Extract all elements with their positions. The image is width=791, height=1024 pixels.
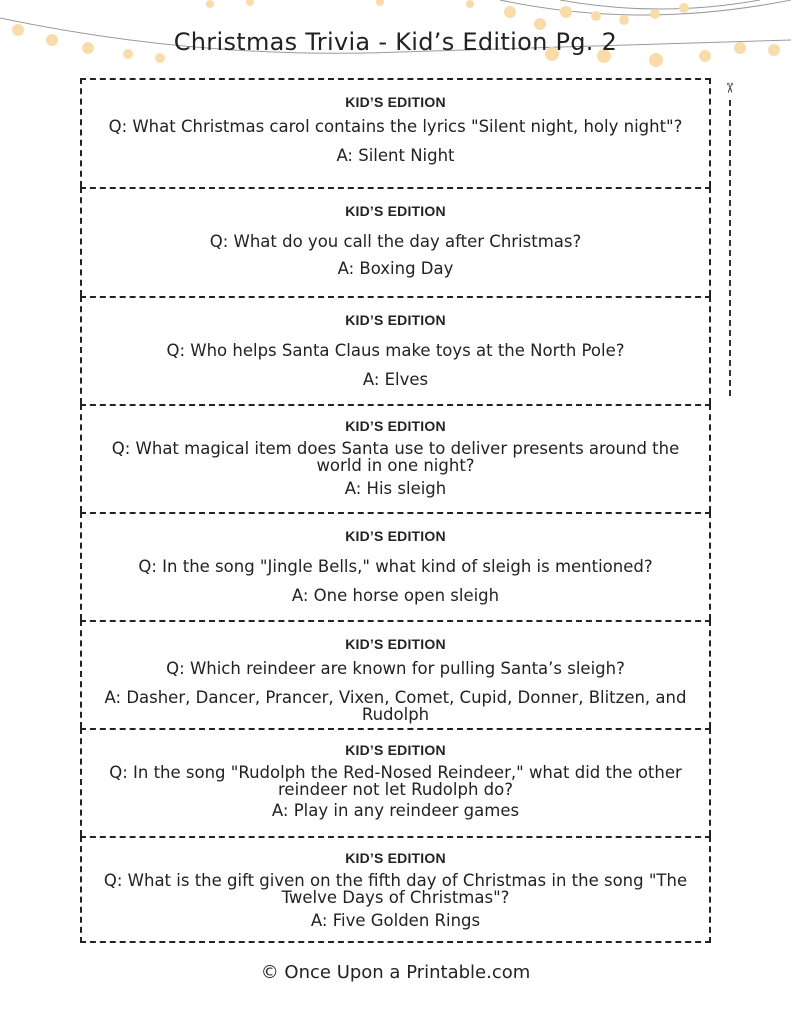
answer-text: A: Dasher, Dancer, Prancer, Vixen, Comet, Cupid, Donner, Blitzen, and Rudolph (104, 688, 687, 724)
answer-text: A: Five Golden Rings (310, 911, 481, 930)
question-text: Q: In the song "Jingle Bells," what kind of sleigh is mentioned? (138, 557, 653, 576)
edition-label: KID’S EDITION (345, 742, 446, 758)
question-text: Q: What do you call the day after Christmas? (209, 232, 582, 251)
answer-text: A: His sleigh (344, 479, 447, 498)
question-text: Q: What magical item does Santa use to deliver presents around the world in one night? (111, 439, 680, 475)
question-text: Q: What is the gift given on the fifth day of Christmas in the song "The Twelve Days of Christmas"? (103, 871, 688, 907)
answer-text: A: Elves (362, 370, 429, 389)
trivia-card (80, 296, 711, 404)
scissors-icon: ✂ (720, 82, 737, 94)
cut-guide-line (729, 100, 731, 396)
trivia-card (80, 620, 711, 728)
answer-text: A: Boxing Day (337, 259, 454, 278)
edition-label: KID’S EDITION (345, 850, 446, 866)
page-title: Christmas Trivia - Kid’s Edition Pg. 2 (173, 28, 618, 56)
question-text: Q: Which reindeer are known for pulling Santa’s sleigh? (166, 659, 625, 678)
edition-label: KID’S EDITION (345, 203, 446, 219)
question-text: Q: In the song "Rudolph the Red-Nosed Reindeer," what did the other reindeer not let Rudolph do? (109, 763, 682, 799)
answer-text: A: Play in any reindeer games (271, 801, 520, 820)
question-text: Q: Who helps Santa Claus make toys at the North Pole? (166, 341, 625, 360)
question-text: Q: What Christmas carol contains the lyrics "Silent night, holy night"? (108, 117, 683, 136)
trivia-card (80, 512, 711, 620)
answer-text: A: One horse open sleigh (291, 586, 500, 605)
trivia-card (80, 187, 711, 296)
answer-text: A: Silent Night (336, 146, 455, 165)
light-wire (560, 0, 760, 9)
edition-label: KID’S EDITION (345, 312, 446, 328)
trivia-card-list (80, 78, 711, 943)
edition-label: KID’S EDITION (345, 528, 446, 544)
trivia-card (80, 836, 711, 943)
trivia-card (80, 78, 711, 187)
edition-label: KID’S EDITION (345, 94, 446, 110)
copyright-footer: © Once Upon a Printable.com (260, 962, 531, 983)
edition-label: KID’S EDITION (345, 418, 446, 434)
edition-label: KID’S EDITION (345, 636, 446, 652)
trivia-card (80, 404, 711, 512)
trivia-card (80, 728, 711, 836)
